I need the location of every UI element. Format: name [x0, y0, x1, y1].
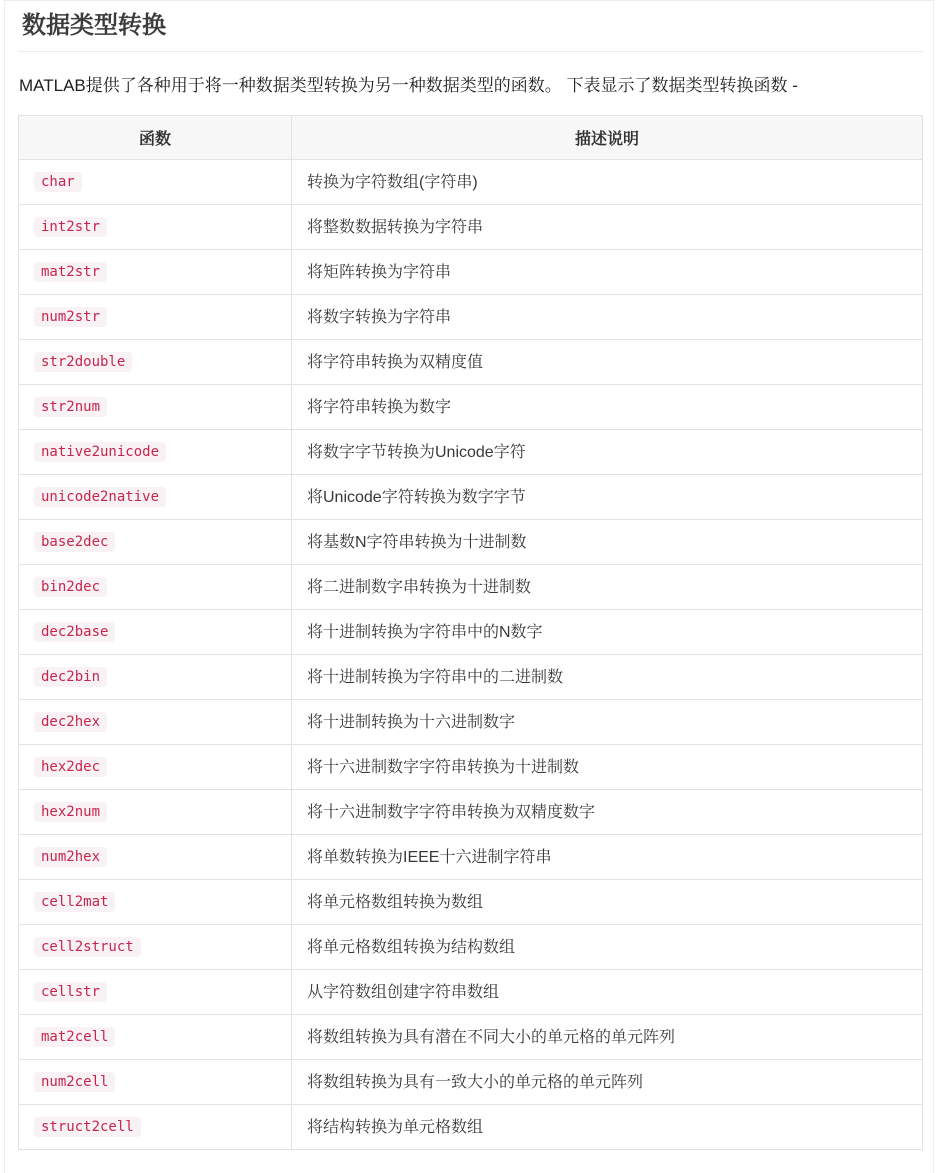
- intro-paragraph: MATLAB提供了各种用于将一种数据类型转换为另一种数据类型的函数。 下表显示了数据类型转换函数 -: [19, 76, 798, 95]
- function-description: 转换为字符数组(字符串): [292, 160, 923, 205]
- function-description: 将数字字节转换为Unicode字符: [292, 430, 923, 475]
- column-header-description: 描述说明: [292, 116, 923, 160]
- table-row: [19, 430, 923, 475]
- function-description: 将十进制转换为字符串中的二进制数: [292, 655, 923, 700]
- function-code: char: [34, 172, 82, 192]
- function-code: base2dec: [34, 532, 115, 552]
- table-row: [19, 340, 923, 385]
- conversion-function-table: [18, 115, 923, 1150]
- function-code: num2cell: [34, 1072, 115, 1092]
- function-description: 将字符串转换为双精度值: [292, 340, 923, 385]
- function-cell: [19, 925, 292, 970]
- function-code: num2str: [34, 307, 107, 327]
- function-description: 将十六进制数字字符串转换为十进制数: [292, 745, 923, 790]
- function-description: 将字符串转换为数字: [292, 385, 923, 430]
- function-code: struct2cell: [34, 1117, 141, 1137]
- function-code: unicode2native: [34, 487, 166, 507]
- function-cell: [19, 700, 292, 745]
- function-code: cell2mat: [34, 892, 115, 912]
- table-row: [19, 160, 923, 205]
- table-row: [19, 565, 923, 610]
- function-code: str2double: [34, 352, 132, 372]
- function-cell: [19, 835, 292, 880]
- function-code: mat2str: [34, 262, 107, 282]
- function-code: hex2dec: [34, 757, 107, 777]
- table-row: [19, 1105, 923, 1150]
- page-title: 数据类型转换: [18, 1, 923, 52]
- function-cell: [19, 1015, 292, 1060]
- function-code: native2unicode: [34, 442, 166, 462]
- function-cell: [19, 520, 292, 565]
- function-description: 将二进制数字串转换为十进制数: [292, 565, 923, 610]
- table-row: [19, 655, 923, 700]
- table-row: [19, 520, 923, 565]
- function-code: cell2struct: [34, 937, 141, 957]
- function-cell: [19, 880, 292, 925]
- function-cell: [19, 610, 292, 655]
- function-cell: [19, 745, 292, 790]
- function-cell: [19, 250, 292, 295]
- function-description: 将十进制转换为字符串中的N数字: [292, 610, 923, 655]
- table-row: [19, 1015, 923, 1060]
- function-code: dec2hex: [34, 712, 107, 732]
- function-code: str2num: [34, 397, 107, 417]
- column-header-function: 函数: [19, 116, 292, 160]
- function-description: 将单元格数组转换为数组: [292, 880, 923, 925]
- function-cell: [19, 295, 292, 340]
- table-row: [19, 970, 923, 1015]
- function-description: 将数字转换为字符串: [292, 295, 923, 340]
- table-row: [19, 385, 923, 430]
- function-cell: [19, 340, 292, 385]
- function-cell: [19, 475, 292, 520]
- table-header-row: [19, 116, 923, 160]
- function-cell: [19, 205, 292, 250]
- function-cell: [19, 1105, 292, 1150]
- function-code: num2hex: [34, 847, 107, 867]
- function-description: 将整数数据转换为字符串: [292, 205, 923, 250]
- function-code: bin2dec: [34, 577, 107, 597]
- table-row: [19, 205, 923, 250]
- table-row: [19, 1060, 923, 1105]
- table-row: [19, 880, 923, 925]
- table-header: [19, 116, 923, 160]
- table-row: [19, 925, 923, 970]
- function-description: 将十六进制数字字符串转换为双精度数字: [292, 790, 923, 835]
- function-cell: [19, 970, 292, 1015]
- table-row: [19, 700, 923, 745]
- function-code: mat2cell: [34, 1027, 115, 1047]
- function-description: 将Unicode字符转换为数字字节: [292, 475, 923, 520]
- table-row: [19, 610, 923, 655]
- table-row: [19, 745, 923, 790]
- table-row: [19, 250, 923, 295]
- function-code: dec2bin: [34, 667, 107, 687]
- table-body: [19, 160, 923, 1150]
- table-row: [19, 295, 923, 340]
- function-cell: [19, 790, 292, 835]
- function-description: 将矩阵转换为字符串: [292, 250, 923, 295]
- function-cell: [19, 160, 292, 205]
- function-description: 将单元格数组转换为结构数组: [292, 925, 923, 970]
- function-description: 将数组转换为具有一致大小的单元格的单元阵列: [292, 1060, 923, 1105]
- function-cell: [19, 1060, 292, 1105]
- function-description: 将单数转换为IEEE十六进制字符串: [292, 835, 923, 880]
- function-cell: [19, 385, 292, 430]
- function-code: cellstr: [34, 982, 107, 1002]
- table-row: [19, 790, 923, 835]
- function-cell: [19, 565, 292, 610]
- function-description: 将结构转换为单元格数组: [292, 1105, 923, 1150]
- function-cell: [19, 655, 292, 700]
- function-code: int2str: [34, 217, 107, 237]
- function-description: 从字符数组创建字符串数组: [292, 970, 923, 1015]
- function-cell: [19, 430, 292, 475]
- table-row: [19, 475, 923, 520]
- function-description: 将数组转换为具有潜在不同大小的单元格的单元阵列: [292, 1015, 923, 1060]
- content-card: [4, 0, 934, 1173]
- function-code: hex2num: [34, 802, 107, 822]
- function-description: 将基数N字符串转换为十进制数: [292, 520, 923, 565]
- table-row: [19, 835, 923, 880]
- function-description: 将十进制转换为十六进制数字: [292, 700, 923, 745]
- function-code: dec2base: [34, 622, 115, 642]
